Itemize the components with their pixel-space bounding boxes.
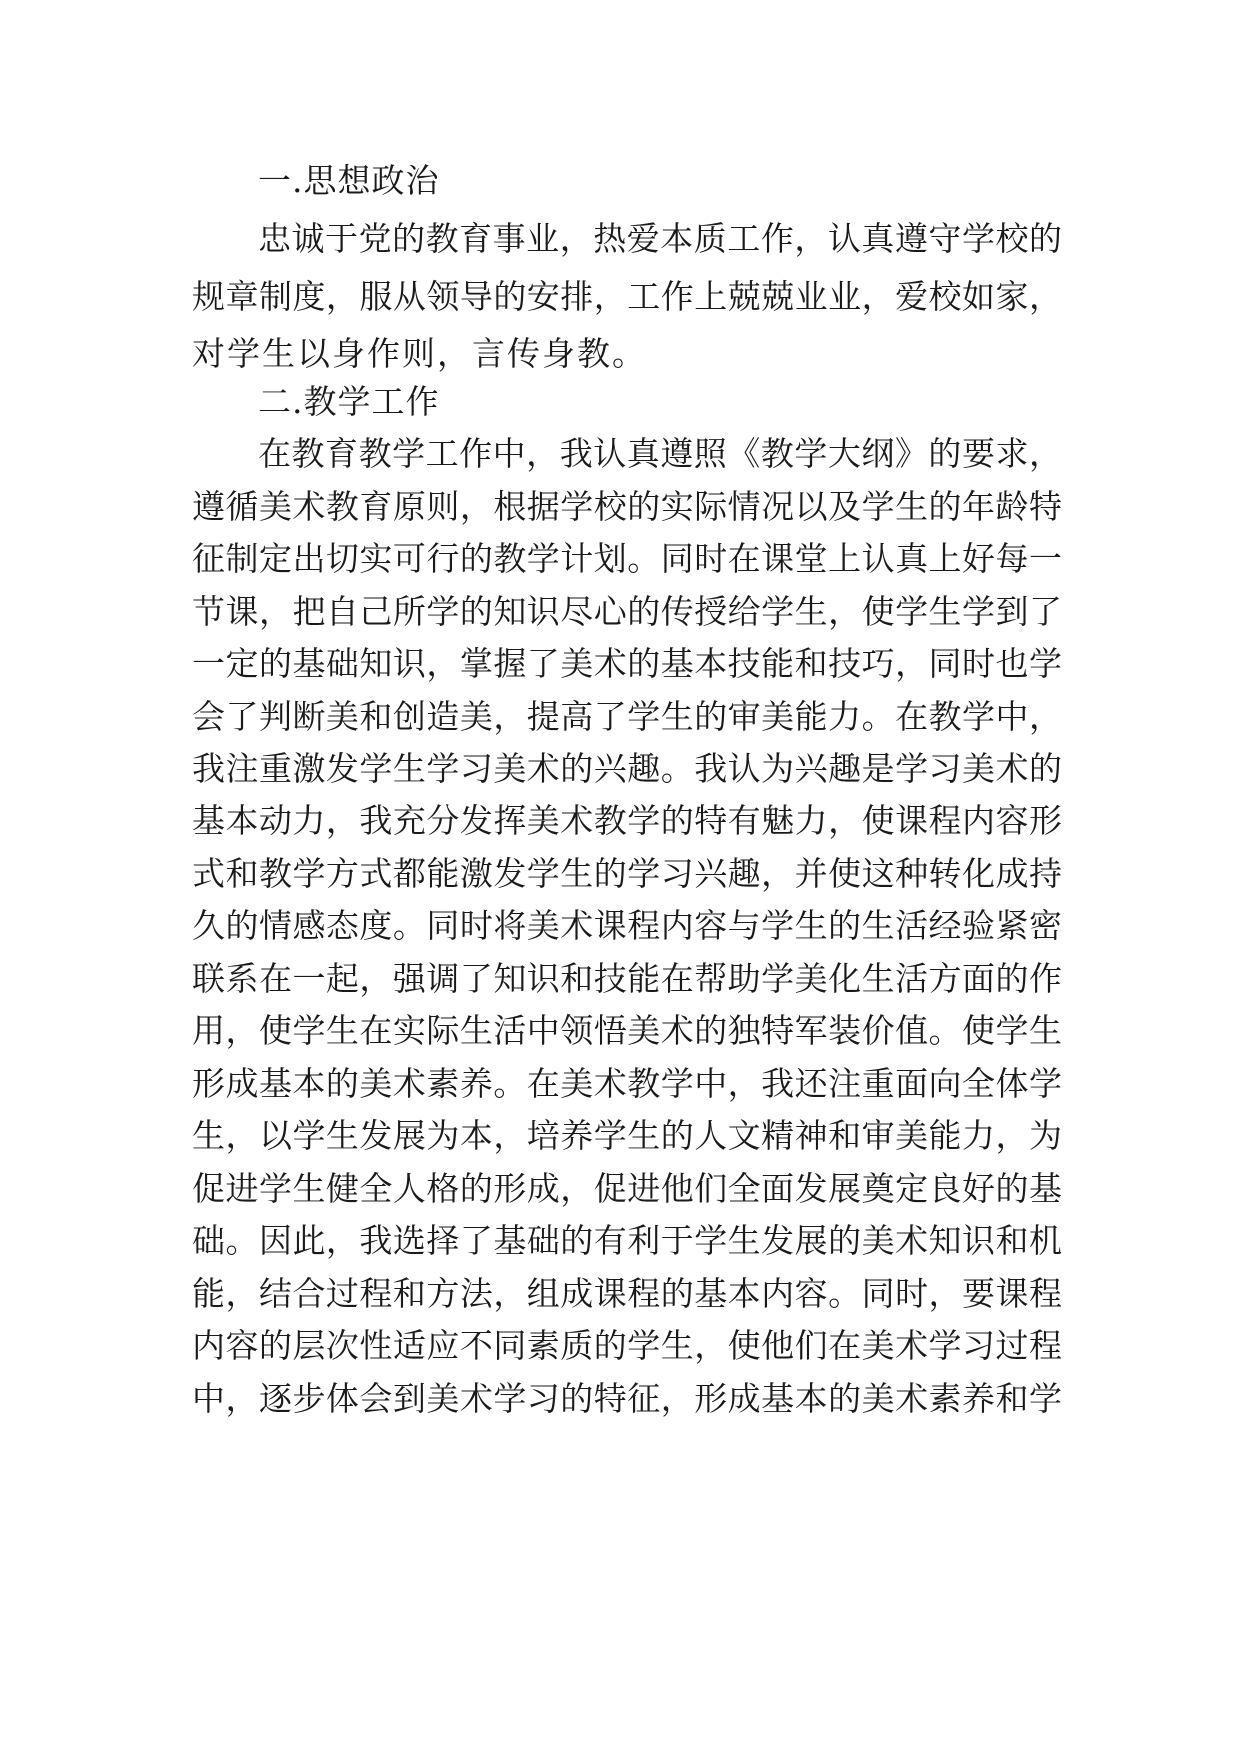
paragraph-line: 在教育教学工作中，我认真遵照《教学大纲》的要求， bbox=[258, 434, 1062, 473]
paragraph-line: 用，使学生在实际生活中领悟美术的独特军装价值。使学生 bbox=[192, 1011, 1062, 1050]
paragraph-line: 式和教学方式都能激发学生的学习兴趣，并使这种转化成持 bbox=[192, 854, 1062, 893]
paragraph-line: 基本动力，我充分发挥美术教学的特有魅力，使课程内容形 bbox=[192, 801, 1062, 840]
paragraph-line: 忠诚于党的教育事业，热爱本质工作，认真遵守学校的 bbox=[258, 219, 1062, 258]
paragraph-line: 对学生以身作则，言传身教。 bbox=[192, 334, 647, 373]
paragraph-line: 能，结合过程和方法，组成课程的基本内容。同时，要课程 bbox=[192, 1274, 1062, 1313]
paragraph-line: 生，以学生发展为本，培养学生的人文精神和审美能力，为 bbox=[192, 1116, 1062, 1155]
paragraph-line: 征制定出切实可行的教学计划。同时在课堂上认真上好每一 bbox=[192, 539, 1062, 578]
paragraph-line: 形成基本的美术素养。在美术教学中，我还注重面向全体学 bbox=[192, 1064, 1062, 1103]
paragraph-line: 础。因此，我选择了基础的有利于学生发展的美术知识和机 bbox=[192, 1221, 1062, 1260]
paragraph-line: 节课，把自己所学的知识尽心的传授给学生，使学生学到了 bbox=[192, 592, 1062, 631]
paragraph-line: 我注重激发学生学习美术的兴趣。我认为兴趣是学习美术的 bbox=[192, 749, 1062, 788]
paragraph-line: 促进学生健全人格的形成，促进他们全面发展奠定良好的基 bbox=[192, 1169, 1062, 1208]
paragraph-line: 一定的基础知识，掌握了美术的基本技能和技巧，同时也学 bbox=[192, 644, 1062, 683]
paragraph-line: 会了判断美和创造美，提高了学生的审美能力。在教学中， bbox=[192, 697, 1062, 736]
paragraph-line: 遵循美术教育原则，根据学校的实际情况以及学生的年龄特 bbox=[192, 487, 1062, 526]
paragraph-line: 规章制度，服从领导的安排，工作上兢兢业业，爱校如家， bbox=[192, 277, 1062, 316]
section-heading-teaching: 二.教学工作 bbox=[258, 382, 440, 421]
paragraph-line: 中，逐步体会到美术学习的特征，形成基本的美术素养和学 bbox=[192, 1379, 1062, 1418]
section-heading-political: 一.思想政治 bbox=[258, 161, 440, 200]
paragraph-line: 联系在一起，强调了知识和技能在帮助学美化生活方面的作 bbox=[192, 959, 1062, 998]
paragraph-line: 内容的层次性适应不同素质的学生，使他们在美术学习过程 bbox=[192, 1326, 1062, 1365]
paragraph-line: 久的情感态度。同时将美术课程内容与学生的生活经验紧密 bbox=[192, 906, 1062, 945]
